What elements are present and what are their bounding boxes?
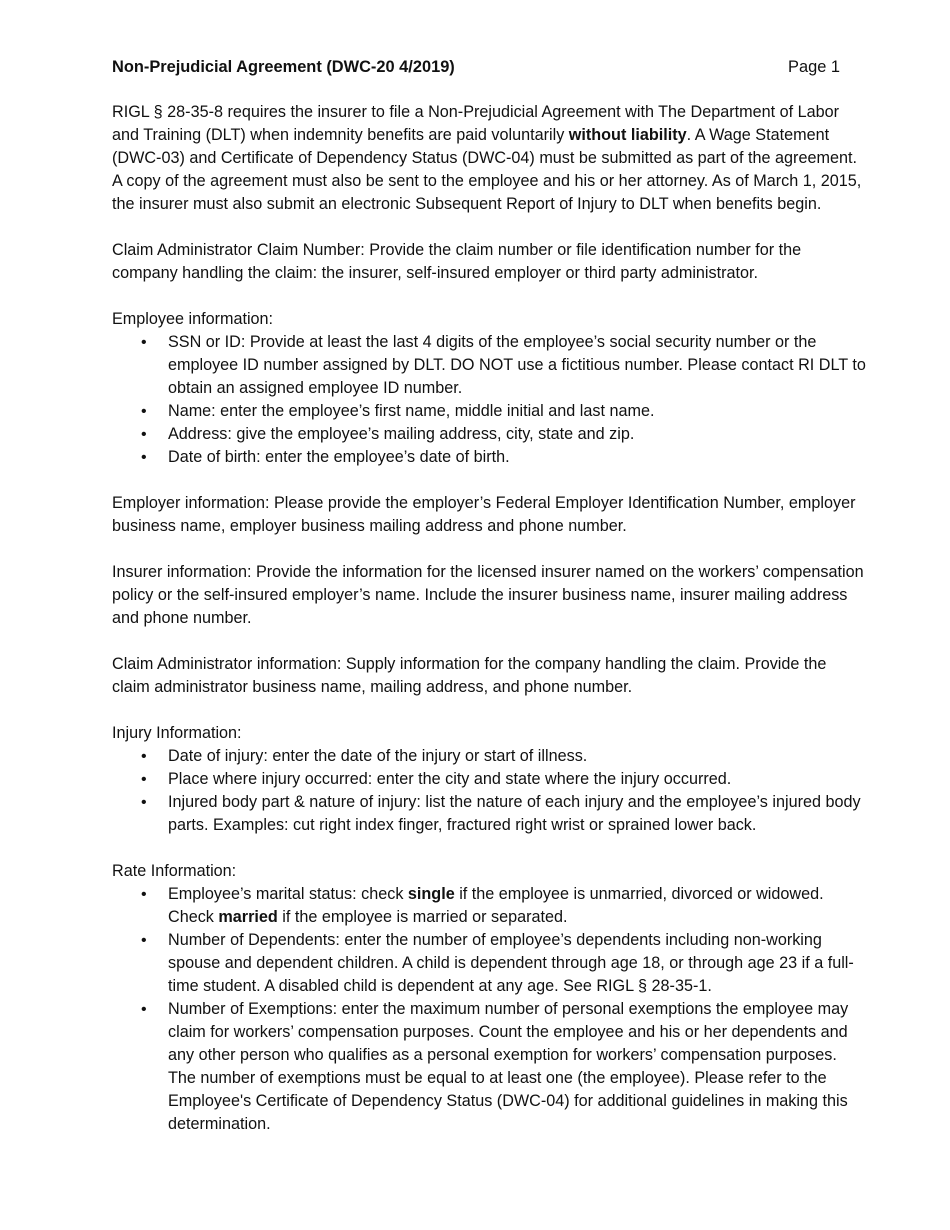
employer-paragraph: Employer information: Please provide the employer’s Federal Employer Identification Number, employer business name, employer business mailing address and phone number. — [112, 494, 856, 535]
list-item: • Place where injury occurred: enter the city and state where the injury occurred. — [112, 768, 868, 791]
list-item: • Injured body part & nature of injury: list the nature of each injury and the employee’s injured body parts. Examples: cut right index finger, fractured right wrist or sprained lower back. — [112, 791, 868, 837]
claim-number-paragraph: Claim Administrator Claim Number: Provide the claim number or file identification number for the company handling the claim: the insurer, self-insured employer or third party administrator. — [112, 241, 802, 282]
intro-text-1: RIGL § 28-35-8 requires the insurer to file a Non-Prejudicial Agreement with The Department of Labor and Training (DLT) when indemnity benefits are paid voluntarily — [112, 103, 840, 144]
injury-list — [112, 745, 868, 837]
marital-text-b: if the employee is unmarried, divorced or widowed. Check — [168, 885, 824, 926]
list-item: • Date of injury: enter the date of the injury or start of illness. — [112, 745, 868, 768]
injury-section-label: Injury Information: — [112, 724, 242, 742]
list-item — [112, 883, 868, 929]
page-number: Page 1 — [788, 58, 840, 76]
marital-text-a: Employee’s marital status: check — [168, 885, 408, 903]
married-bold-text: married — [218, 908, 278, 926]
page-header — [112, 56, 868, 79]
employee-section-label: Employee information: — [112, 310, 274, 328]
rate-section-label: Rate Information: — [112, 862, 237, 880]
marital-text-c: if the employee is married or separated. — [277, 908, 568, 926]
intro-paragraph — [112, 101, 868, 216]
document-title: Non-Prejudicial Agreement (DWC-20 4/2019) — [112, 58, 455, 76]
single-bold-text: single — [407, 885, 455, 903]
list-item: • Number of Exemptions: enter the maximum number of personal exemptions the employee may claim for workers’ compensation purposes. Count the employee and his or her dependents and any other person who qualifies as a personal exemption for workers’ compensation purposes. The number of exemptions must be equal to at least one (the employee). Please refer to the Employee's Certificate of Dependency Status (DWC-04) for additional guidelines in making this determination. — [112, 998, 868, 1136]
list-item: • SSN or ID: Provide at least the last 4 digits of the employee’s social security number or the employee ID number assigned by DLT. DO NOT use a fictitious number. Please contact RI DLT to obtain an assigned employee ID number. — [112, 331, 868, 400]
claim-admin-paragraph: Claim Administrator information: Supply information for the company handling the claim. Provide the claim administrator business name, mailing address, and phone number. — [112, 655, 827, 696]
employee-list — [112, 331, 868, 469]
intro-text-2: . A Wage Statement (DWC-03) and Certificate of Dependency Status (DWC-04) must be submitted as part of the agreement. A copy of the agreement must also be sent to the employee and his or her attorney. As of March 1, 2015, the insurer must also submit an electronic Subsequent Report of Injury to DLT when benefits begin. — [112, 126, 862, 213]
document-page — [112, 56, 868, 1159]
list-item: • Address: give the employee’s mailing address, city, state and zip. — [112, 423, 868, 446]
list-item: • Name: enter the employee’s first name, middle initial and last name. — [112, 400, 868, 423]
rate-list — [112, 883, 868, 1136]
intro-bold-text: without liability — [568, 126, 687, 144]
list-item: • Date of birth: enter the employee’s date of birth. — [112, 446, 868, 469]
list-item: • Number of Dependents: enter the number of employee’s dependents including non-working spouse and dependent children. A child is dependent through age 18, or through age 23 if a full-time student. A disabled child is dependent at any age. See RIGL § 28-35-1. — [112, 929, 868, 998]
insurer-paragraph: Insurer information: Provide the information for the licensed insurer named on the workers’ compensation policy or the self-insured employer’s name. Include the insurer business name, insurer mailing address and phone number. — [112, 563, 864, 627]
